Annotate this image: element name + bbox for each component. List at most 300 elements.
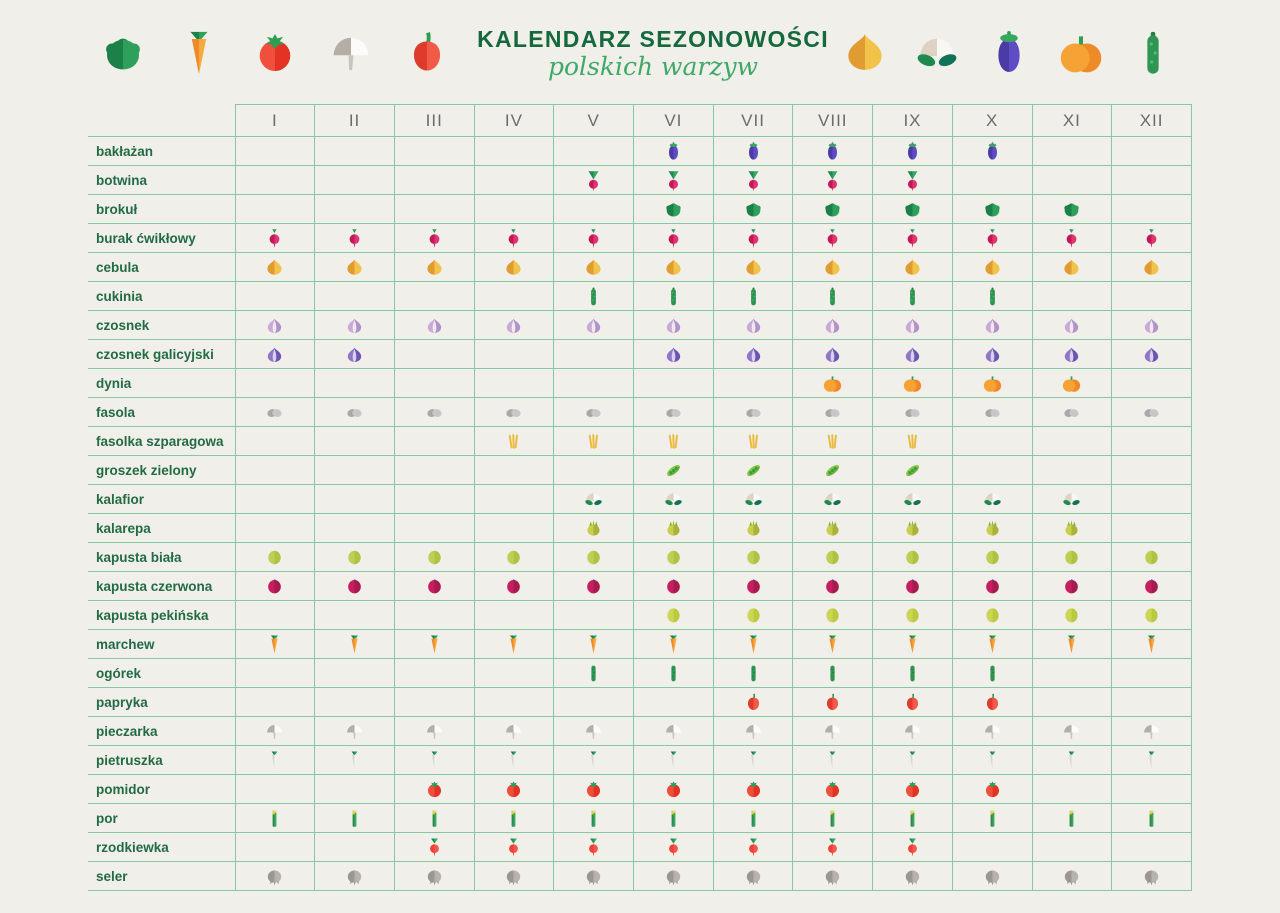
row-label-por: por: [88, 804, 235, 833]
cell-fasola-IV: [474, 398, 554, 427]
cell-czosnek-galicyjski-VI: [634, 340, 714, 369]
purple-garlic-icon: [821, 343, 844, 366]
row-label-kapusta-peki-ska: kapusta pekińska: [88, 601, 235, 630]
page-subtitle: polskich warzyw: [547, 51, 759, 81]
eggplant-icon: [662, 140, 685, 163]
table-row-rzodkiewka: [88, 833, 1192, 862]
cell-rzodkiewka-VIII: [793, 833, 873, 862]
cell-czosnek-galicyjski-V: [554, 340, 634, 369]
cell-marchew-XII: [1112, 630, 1192, 659]
cell-burak-wik-owy-II: [315, 224, 395, 253]
white-cabbage-icon: [582, 546, 605, 569]
cell-botwina-III: [394, 166, 474, 195]
cell-burak-wik-owy-V: [554, 224, 634, 253]
cell-fasolka-szparagowa-V: [554, 427, 634, 456]
cell-kapusta-bia-a-VI: [634, 543, 714, 572]
table-row-groszek-zielony: [88, 456, 1192, 485]
garlic-icon: [981, 314, 1004, 337]
cell-seler-VI: [634, 862, 714, 891]
broccoli-icon: [981, 198, 1004, 221]
cell-burak-wik-owy-VI: [634, 224, 714, 253]
napa-cabbage-icon: [1060, 604, 1083, 627]
cell-fasola-II: [315, 398, 395, 427]
cell-kapusta-bia-a-II: [315, 543, 395, 572]
cell-por-XII: [1112, 804, 1192, 833]
cell-pietruszka-V: [554, 746, 634, 775]
cell-pietruszka-VII: [713, 746, 793, 775]
cell-czosnek-galicyjski-III: [394, 340, 474, 369]
cell-groszek-zielony-XI: [1032, 456, 1112, 485]
table-row-broku-: [88, 195, 1192, 224]
cell-broku--VII: [713, 195, 793, 224]
beetroot-icon: [1060, 227, 1083, 250]
cell-botwina-IV: [474, 166, 554, 195]
cell-kalarepa-VI: [634, 514, 714, 543]
cell-kalarepa-VII: [713, 514, 793, 543]
row-label-broku-: brokuł: [88, 195, 235, 224]
cell-dynia-XII: [1112, 369, 1192, 398]
cell-czosnek-V: [554, 311, 634, 340]
cell-fasola-V: [554, 398, 634, 427]
cell-kalarepa-IX: [873, 514, 953, 543]
purple-garlic-icon: [662, 343, 685, 366]
cell-pietruszka-VIII: [793, 746, 873, 775]
cell-rzodkiewka-IV: [474, 833, 554, 862]
string-beans-icon: [742, 430, 765, 453]
napa-cabbage-icon: [662, 604, 685, 627]
cell-groszek-zielony-III: [394, 456, 474, 485]
cell-rzodkiewka-II: [315, 833, 395, 862]
cell-groszek-zielony-VIII: [793, 456, 873, 485]
bean-icon: [821, 401, 844, 424]
parsley-root-icon: [582, 749, 605, 772]
cell-marchew-XI: [1032, 630, 1112, 659]
red-cabbage-icon: [821, 575, 844, 598]
cell-kapusta-peki-ska-IV: [474, 601, 554, 630]
celeriac-icon: [742, 865, 765, 888]
table-row-kapusta-peki-ska: [88, 601, 1192, 630]
red-cabbage-icon: [263, 575, 286, 598]
string-beans-icon: [582, 430, 605, 453]
cell-dynia-V: [554, 369, 634, 398]
pepper-icon: [981, 691, 1004, 714]
cell-bak-a-an-VI: [634, 137, 714, 166]
cell-botwina-XII: [1112, 166, 1192, 195]
cell-groszek-zielony-VII: [713, 456, 793, 485]
row-label-kalarepa: kalarepa: [88, 514, 235, 543]
row-label-cukinia: cukinia: [88, 282, 235, 311]
cell-seler-VIII: [793, 862, 873, 891]
carrot-icon: [821, 633, 844, 656]
cell-burak-wik-owy-I: [235, 224, 315, 253]
bean-icon: [1140, 401, 1163, 424]
cell-cebula-IV: [474, 253, 554, 282]
cell-dynia-XI: [1032, 369, 1112, 398]
leek-icon: [901, 807, 924, 830]
celeriac-icon: [263, 865, 286, 888]
row-label-og-rek: ogórek: [88, 659, 235, 688]
tomato-icon: [582, 778, 605, 801]
table-row-cukinia: [88, 282, 1192, 311]
cell-marchew-III: [394, 630, 474, 659]
cell-burak-wik-owy-VII: [713, 224, 793, 253]
row-label-kalafior: kalafior: [88, 485, 235, 514]
cell-fasolka-szparagowa-III: [394, 427, 474, 456]
cell-papryka-II: [315, 688, 395, 717]
cell-fasola-X: [952, 398, 1032, 427]
cell-burak-wik-owy-XII: [1112, 224, 1192, 253]
cell-cebula-VIII: [793, 253, 873, 282]
kohlrabi-icon: [981, 517, 1004, 540]
red-cabbage-icon: [582, 575, 605, 598]
cell-groszek-zielony-I: [235, 456, 315, 485]
cell-czosnek-galicyjski-VIII: [793, 340, 873, 369]
bean-icon: [662, 401, 685, 424]
cell-og-rek-I: [235, 659, 315, 688]
pepper-icon: [742, 691, 765, 714]
garlic-icon: [821, 314, 844, 337]
cell-broku--X: [952, 195, 1032, 224]
cell-botwina-IX: [873, 166, 953, 195]
cell-dynia-IX: [873, 369, 953, 398]
cell-kapusta-peki-ska-II: [315, 601, 395, 630]
pea-pod-icon: [742, 459, 765, 482]
row-label-fasola: fasola: [88, 398, 235, 427]
season-table: [88, 104, 1192, 891]
cell-rzodkiewka-XI: [1032, 833, 1112, 862]
celeriac-icon: [1140, 865, 1163, 888]
cucumber-icon: [901, 662, 924, 685]
cauliflower-icon: [821, 488, 844, 511]
pea-pod-icon: [821, 459, 844, 482]
beetroot-icon: [582, 227, 605, 250]
cell-cukinia-III: [394, 282, 474, 311]
cell-pieczarka-XII: [1112, 717, 1192, 746]
cell-marchew-I: [235, 630, 315, 659]
cell-pomidor-II: [315, 775, 395, 804]
cell-seler-VII: [713, 862, 793, 891]
cell-seler-II: [315, 862, 395, 891]
cell-pietruszka-III: [394, 746, 474, 775]
cell-czosnek-galicyjski-X: [952, 340, 1032, 369]
cell-kapusta-bia-a-X: [952, 543, 1032, 572]
cell-kalarepa-V: [554, 514, 634, 543]
parsley-root-icon: [901, 749, 924, 772]
cell-groszek-zielony-VI: [634, 456, 714, 485]
cell-pietruszka-II: [315, 746, 395, 775]
mushroom-icon: [263, 720, 286, 743]
pumpkin-icon: [821, 372, 844, 395]
beet-greens-icon: [821, 169, 844, 192]
cell-fasola-VII: [713, 398, 793, 427]
cell-fasolka-szparagowa-VIII: [793, 427, 873, 456]
cell-kapusta-czerwona-I: [235, 572, 315, 601]
cell-cebula-XI: [1032, 253, 1112, 282]
mushroom-icon: [742, 720, 765, 743]
celeriac-icon: [423, 865, 446, 888]
row-label-pietruszka: pietruszka: [88, 746, 235, 775]
cell-cebula-I: [235, 253, 315, 282]
cell-pomidor-XI: [1032, 775, 1112, 804]
onion-icon: [502, 256, 525, 279]
leek-icon: [263, 807, 286, 830]
white-cabbage-icon: [423, 546, 446, 569]
cell-seler-V: [554, 862, 634, 891]
cell-bak-a-an-I: [235, 137, 315, 166]
cell-kapusta-bia-a-V: [554, 543, 634, 572]
cell-kapusta-bia-a-I: [235, 543, 315, 572]
purple-garlic-icon: [1140, 343, 1163, 366]
napa-cabbage-icon: [981, 604, 1004, 627]
cell-pieczarka-II: [315, 717, 395, 746]
parsley-root-icon: [263, 749, 286, 772]
white-cabbage-icon: [662, 546, 685, 569]
row-label-rzodkiewka: rzodkiewka: [88, 833, 235, 862]
cell-seler-III: [394, 862, 474, 891]
garlic-icon: [582, 314, 605, 337]
zucchini-icon: [582, 285, 605, 308]
cell-czosnek-XI: [1032, 311, 1112, 340]
garlic-icon: [1140, 314, 1163, 337]
tomato-icon: [821, 778, 844, 801]
garlic-icon: [742, 314, 765, 337]
cauliflower-icon: [1060, 488, 1083, 511]
cell-seler-XII: [1112, 862, 1192, 891]
cell-kapusta-czerwona-VI: [634, 572, 714, 601]
cell-fasolka-szparagowa-IX: [873, 427, 953, 456]
cell-pieczarka-VII: [713, 717, 793, 746]
broccoli-icon: [96, 26, 150, 80]
cell-pomidor-I: [235, 775, 315, 804]
cell-botwina-VI: [634, 166, 714, 195]
cell-pomidor-X: [952, 775, 1032, 804]
cell-marchew-VI: [634, 630, 714, 659]
beetroot-icon: [662, 227, 685, 250]
leek-icon: [343, 807, 366, 830]
cauliflower-icon: [742, 488, 765, 511]
leek-icon: [1060, 807, 1083, 830]
beet-greens-icon: [582, 169, 605, 192]
zucchini-icon: [1126, 26, 1180, 80]
cell-broku--IV: [474, 195, 554, 224]
cucumber-icon: [582, 662, 605, 685]
cell-broku--II: [315, 195, 395, 224]
cell-kalafior-VI: [634, 485, 714, 514]
cell-rzodkiewka-IX: [873, 833, 953, 862]
cell-groszek-zielony-IX: [873, 456, 953, 485]
cell-botwina-II: [315, 166, 395, 195]
cell-cebula-III: [394, 253, 474, 282]
cucumber-icon: [981, 662, 1004, 685]
cell-papryka-V: [554, 688, 634, 717]
cell-kapusta-bia-a-XI: [1032, 543, 1112, 572]
onion-icon: [901, 256, 924, 279]
cell-og-rek-IX: [873, 659, 953, 688]
cell-pietruszka-IV: [474, 746, 554, 775]
purple-garlic-icon: [981, 343, 1004, 366]
table-row-og-rek: [88, 659, 1192, 688]
cell-dynia-X: [952, 369, 1032, 398]
cell-czosnek-II: [315, 311, 395, 340]
cell-bak-a-an-II: [315, 137, 395, 166]
red-cabbage-icon: [343, 575, 366, 598]
eggplant-icon: [821, 140, 844, 163]
cell-groszek-zielony-XII: [1112, 456, 1192, 485]
cauliflower-icon: [662, 488, 685, 511]
cell-kapusta-bia-a-VII: [713, 543, 793, 572]
kohlrabi-icon: [582, 517, 605, 540]
cell-og-rek-X: [952, 659, 1032, 688]
table-row-botwina: [88, 166, 1192, 195]
cell-burak-wik-owy-IX: [873, 224, 953, 253]
cell-marchew-IX: [873, 630, 953, 659]
red-cabbage-icon: [662, 575, 685, 598]
beet-greens-icon: [742, 169, 765, 192]
month-header-X: X: [952, 105, 1032, 137]
cell-czosnek-galicyjski-XII: [1112, 340, 1192, 369]
table-row-czosnek: [88, 311, 1192, 340]
cell-pieczarka-IX: [873, 717, 953, 746]
cell-por-II: [315, 804, 395, 833]
carrot-icon: [263, 633, 286, 656]
celeriac-icon: [662, 865, 685, 888]
cell-bak-a-an-XI: [1032, 137, 1112, 166]
cell-kalafior-V: [554, 485, 634, 514]
cell-botwina-V: [554, 166, 634, 195]
cell-por-I: [235, 804, 315, 833]
cell-kapusta-bia-a-III: [394, 543, 474, 572]
parsley-root-icon: [1060, 749, 1083, 772]
cell-rzodkiewka-X: [952, 833, 1032, 862]
garlic-icon: [423, 314, 446, 337]
tomato-icon: [248, 26, 302, 80]
eggplant-icon: [742, 140, 765, 163]
celeriac-icon: [343, 865, 366, 888]
month-header-III: III: [394, 105, 474, 137]
beetroot-icon: [263, 227, 286, 250]
cell-kalarepa-VIII: [793, 514, 873, 543]
bean-icon: [742, 401, 765, 424]
table-row-por: [88, 804, 1192, 833]
onion-icon: [838, 26, 892, 80]
cell-fasola-IX: [873, 398, 953, 427]
cell-kalafior-II: [315, 485, 395, 514]
row-label-cebula: cebula: [88, 253, 235, 282]
cell-cukinia-VI: [634, 282, 714, 311]
month-header-IX: IX: [873, 105, 953, 137]
cell-cukinia-VIII: [793, 282, 873, 311]
cell-cebula-XII: [1112, 253, 1192, 282]
onion-icon: [582, 256, 605, 279]
cell-papryka-IV: [474, 688, 554, 717]
cell-rzodkiewka-III: [394, 833, 474, 862]
table-row-pieczarka: [88, 717, 1192, 746]
kohlrabi-icon: [1060, 517, 1083, 540]
cell-cukinia-IV: [474, 282, 554, 311]
purple-garlic-icon: [1060, 343, 1083, 366]
cucumber-icon: [742, 662, 765, 685]
carrot-icon: [582, 633, 605, 656]
celeriac-icon: [1060, 865, 1083, 888]
carrot-icon: [742, 633, 765, 656]
string-beans-icon: [821, 430, 844, 453]
cell-cukinia-V: [554, 282, 634, 311]
carrot-icon: [1060, 633, 1083, 656]
napa-cabbage-icon: [742, 604, 765, 627]
cell-pieczarka-V: [554, 717, 634, 746]
cell-papryka-X: [952, 688, 1032, 717]
garlic-icon: [502, 314, 525, 337]
cell-papryka-VII: [713, 688, 793, 717]
beetroot-icon: [981, 227, 1004, 250]
cell-por-VII: [713, 804, 793, 833]
onion-icon: [343, 256, 366, 279]
red-cabbage-icon: [423, 575, 446, 598]
cell-seler-IX: [873, 862, 953, 891]
cell-kapusta-czerwona-VIII: [793, 572, 873, 601]
cell-fasola-XI: [1032, 398, 1112, 427]
cell-cukinia-VII: [713, 282, 793, 311]
cell-papryka-VI: [634, 688, 714, 717]
cell-dynia-IV: [474, 369, 554, 398]
cell-por-VIII: [793, 804, 873, 833]
parsley-root-icon: [742, 749, 765, 772]
parsley-root-icon: [1140, 749, 1163, 772]
cell-rzodkiewka-XII: [1112, 833, 1192, 862]
white-cabbage-icon: [742, 546, 765, 569]
cell-bak-a-an-V: [554, 137, 634, 166]
red-cabbage-icon: [1060, 575, 1083, 598]
cell-cukinia-I: [235, 282, 315, 311]
white-cabbage-icon: [343, 546, 366, 569]
carrot-icon: [502, 633, 525, 656]
garlic-icon: [662, 314, 685, 337]
radish-icon: [821, 836, 844, 859]
cell-bak-a-an-III: [394, 137, 474, 166]
cell-botwina-X: [952, 166, 1032, 195]
cell-bak-a-an-VII: [713, 137, 793, 166]
cell-czosnek-IX: [873, 311, 953, 340]
header-icons-right: [880, 26, 1180, 80]
beetroot-icon: [821, 227, 844, 250]
row-label-kapusta-bia-a: kapusta biała: [88, 543, 235, 572]
cell-czosnek-XII: [1112, 311, 1192, 340]
table-row-papryka: [88, 688, 1192, 717]
carrot-icon: [662, 633, 685, 656]
corner-spacer: [88, 105, 235, 137]
tomato-icon: [742, 778, 765, 801]
title-block: [426, 26, 880, 81]
row-label-marchew: marchew: [88, 630, 235, 659]
mushroom-icon: [324, 26, 378, 80]
beetroot-icon: [1140, 227, 1163, 250]
cell-kapusta-czerwona-X: [952, 572, 1032, 601]
cell-dynia-I: [235, 369, 315, 398]
carrot-icon: [423, 633, 446, 656]
table-row-czosnek-galicyjski: [88, 340, 1192, 369]
month-header-V: V: [554, 105, 634, 137]
beetroot-icon: [423, 227, 446, 250]
broccoli-icon: [662, 198, 685, 221]
cell-por-III: [394, 804, 474, 833]
row-label-bak-a-an: bakłażan: [88, 137, 235, 166]
table-row-kalafior: [88, 485, 1192, 514]
cucumber-icon: [662, 662, 685, 685]
cell-pieczarka-XI: [1032, 717, 1112, 746]
cell-pieczarka-VI: [634, 717, 714, 746]
table-row-kapusta-czerwona: [88, 572, 1192, 601]
cell-kalafior-IV: [474, 485, 554, 514]
